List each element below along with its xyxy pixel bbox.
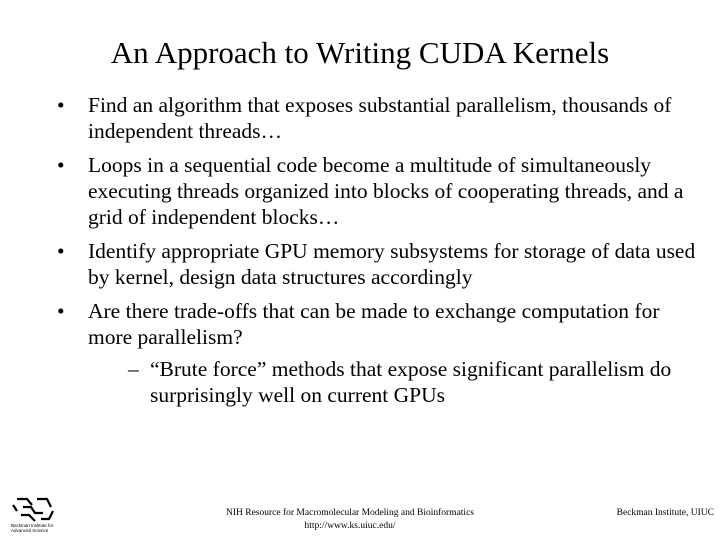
bullet-text: Identify appropriate GPU memory subsystems for storage of data used by kernel, design data structures accordingly bbox=[88, 239, 696, 289]
bullet-text: Loops in a sequential code become a multitude of simultaneously executing threads organized into blocks of cooperating threads, and a grid of independent blocks… bbox=[88, 153, 684, 229]
bullet-item bbox=[57, 298, 707, 408]
sub-bullet-item bbox=[88, 356, 707, 408]
bullet-marker: • bbox=[57, 299, 65, 323]
bullet-item bbox=[57, 92, 707, 144]
bullet-item bbox=[57, 238, 707, 290]
footer-url: http://www.ks.uiuc.edu/ bbox=[304, 521, 396, 531]
footer-institution: Beckman Institute, UIUC bbox=[616, 508, 714, 518]
bullet-marker: • bbox=[57, 93, 65, 117]
bullet-list bbox=[57, 92, 707, 416]
bullet-item bbox=[57, 152, 707, 230]
footer-resource-name: NIH Resource for Macromolecular Modeling and Bioinformatics bbox=[226, 508, 474, 518]
bullet-text: Are there trade-offs that can be made to exchange computation for more parallelism? bbox=[88, 299, 660, 349]
bullet-marker: • bbox=[57, 239, 65, 263]
bullet-text: Find an algorithm that exposes substantial parallelism, thousands of independent threads… bbox=[88, 93, 672, 143]
sub-bullet-text: “Brute force” methods that expose significant parallelism do surprisingly well on current GPUs bbox=[150, 357, 672, 407]
footer-credit bbox=[200, 507, 500, 533]
bullet-marker: • bbox=[57, 153, 65, 177]
sub-bullet-marker: – bbox=[128, 357, 139, 381]
logo-caption: Beckman Institute for Advanced Science bbox=[11, 523, 54, 533]
slide-title: An Approach to Writing CUDA Kernels bbox=[110, 35, 610, 70]
